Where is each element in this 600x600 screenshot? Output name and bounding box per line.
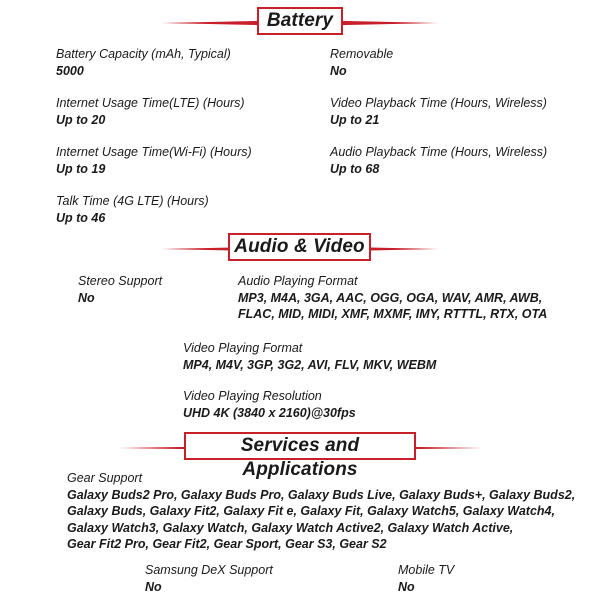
spec-value: Up to 46 [56,210,106,225]
spec-label: Gear Support [67,471,143,485]
spec-dex-support [145,562,273,595]
spec-label: Video Playback Time (Hours, Wireless) [330,96,547,110]
spec-value-line: Gear Fit2 Pro, Gear Fit2, Gear Sport, Gear S3, Gear S2 [67,537,387,551]
spec-value-line: Galaxy Buds, Galaxy Fit2, Galaxy Fit e, Galaxy Fit, Galaxy Watch5, Galaxy Watch4, [67,504,555,518]
spec-mobile-tv [398,562,454,595]
battery-title: Battery [257,7,343,35]
spec-value: Up to 20 [56,112,106,127]
spec-label: Video Playing Resolution [183,389,322,403]
spec-value: MP4, M4V, 3GP, 3G2, AVI, FLV, MKV, WEBM [183,357,437,372]
spec-label: Audio Playing Format [238,274,358,288]
spec-label: Samsung DeX Support [145,563,273,577]
spec-label: Video Playing Format [183,341,303,355]
spec-video-resolution [183,388,356,421]
spec-stereo-support [78,273,162,306]
spec-label: Battery Capacity (mAh, Typical) [56,47,231,61]
services-title: Services and Applications [184,432,416,460]
spec-value-line: MP3, M4A, 3GA, AAC, OGG, OGA, WAV, AMR, AWB, [238,290,543,305]
spec-label: Stereo Support [78,274,163,288]
spec-label: Mobile TV [398,563,455,577]
spec-value: No [145,579,162,594]
spec-video-playback [330,95,547,128]
spec-label: Removable [330,47,394,61]
spec-label: Internet Usage Time(Wi-Fi) (Hours) [56,145,252,159]
spec-internet-wifi [56,144,252,177]
spec-value: Up to 68 [330,161,380,176]
spec-gear-support [67,470,575,553]
spec-audio-playback [330,144,547,177]
spec-battery-capacity [56,46,231,79]
spec-removable [330,46,393,79]
spec-internet-lte [56,95,245,128]
spec-value: Up to 21 [330,112,380,127]
spec-video-format [183,340,436,373]
spec-value-line: Galaxy Watch3, Galaxy Watch, Galaxy Watch Active2, Galaxy Watch Active, [67,520,514,535]
battery-section-header [0,7,600,39]
spec-value: UHD 4K (3840 x 2160)@30fps [183,405,356,420]
spec-value-line: FLAC, MID, MIDI, XMF, MXMF, IMY, RTTTL, RTX, OTA [238,307,548,321]
spec-audio-format [238,273,547,323]
spec-label: Audio Playback Time (Hours, Wireless) [330,145,548,159]
spec-value: No [78,290,95,305]
spec-value: Up to 19 [56,161,106,176]
spec-value: No [330,63,347,78]
spec-talk-time [56,193,209,226]
spec-label: Talk Time (4G LTE) (Hours) [56,194,209,208]
spec-value: 5000 [56,63,84,78]
spec-value: No [398,579,415,594]
spec-label: Internet Usage Time(LTE) (Hours) [56,96,245,110]
spec-value-line: Galaxy Buds2 Pro, Galaxy Buds Pro, Galaxy Buds Live, Galaxy Buds+, Galaxy Buds2, [67,487,576,502]
audio-video-title: Audio & Video [228,233,371,261]
audio-video-section-header [0,233,600,265]
